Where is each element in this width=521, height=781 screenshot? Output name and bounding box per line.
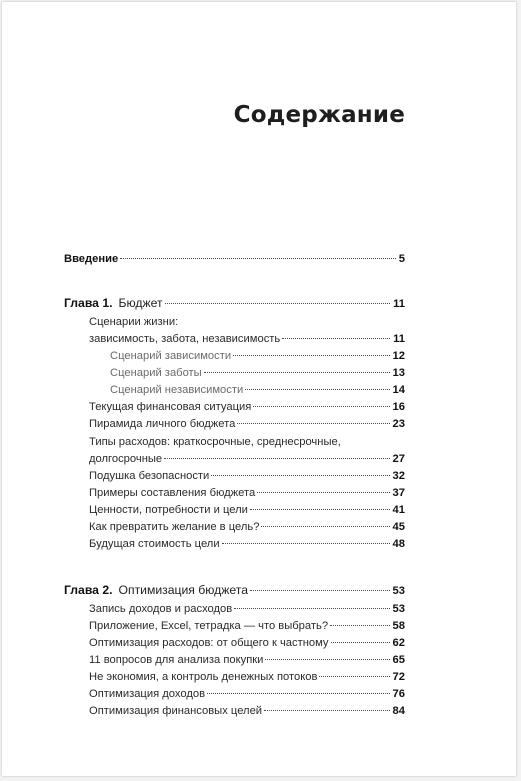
toc-entry[interactable] (89, 670, 405, 684)
leader-dots (165, 303, 391, 304)
toc-page-number: 76 (392, 688, 405, 700)
toc-entry-line1: Сценарии жизни: (89, 316, 179, 328)
page-title: Содержание (233, 102, 405, 128)
leader-dots (237, 423, 389, 424)
leader-dots (211, 475, 389, 476)
toc-page-number: 53 (392, 603, 405, 615)
toc-entry-label: Не экономия, а контроль денежных потоков (89, 671, 318, 683)
toc-entry[interactable] (89, 417, 405, 431)
toc-chapter-2[interactable] (64, 583, 405, 598)
toc-entry-label: Сценарий независимости (110, 384, 244, 396)
toc-entry-label: Сценарий зависимости (110, 350, 232, 362)
toc-entry-label: Пирамида личного бюджета (89, 418, 236, 430)
toc-entry-label: Будущая стоимость цели (89, 538, 220, 550)
toc-entry[interactable] (89, 687, 405, 701)
toc-entry[interactable] (89, 332, 405, 346)
leader-dots (120, 258, 396, 259)
leader-dots (250, 509, 390, 510)
leader-dots (164, 458, 389, 459)
leader-dots (222, 543, 390, 544)
toc-page-number: 14 (392, 384, 405, 396)
toc-entry[interactable] (89, 619, 405, 633)
toc-page-number: 16 (392, 401, 405, 413)
leader-dots (245, 389, 389, 390)
leader-dots (265, 659, 389, 660)
toc-entry[interactable] (89, 400, 405, 414)
toc-entry[interactable] (89, 537, 405, 551)
toc-entry-label: Подушка безопасности (89, 470, 210, 482)
toc-page-number: 62 (392, 637, 405, 649)
toc-entry[interactable] (89, 452, 405, 466)
toc-page-number: 84 (392, 705, 405, 717)
toc-page-number: 72 (392, 671, 405, 683)
toc-entry-label: Введение (64, 253, 119, 265)
toc-subentry[interactable] (110, 383, 405, 397)
toc-entry-label: Сценарий заботы (110, 367, 202, 379)
leader-dots (233, 355, 389, 356)
book-page (2, 2, 516, 776)
toc-entry[interactable] (89, 503, 405, 517)
chapter-title: Бюджет (118, 296, 163, 310)
leader-dots (250, 590, 390, 591)
toc-page-number: 11 (393, 333, 405, 345)
toc-entry[interactable] (89, 520, 405, 534)
leader-dots (204, 372, 390, 373)
leader-dots (257, 492, 389, 493)
toc-page-number: 37 (392, 487, 405, 499)
toc-entry[interactable] (89, 653, 405, 667)
toc-subentry[interactable] (110, 349, 405, 363)
toc-entry-label: 11 вопросов для анализа покупки (89, 654, 264, 666)
toc-entry-label: Ценности, потребности и цели (89, 504, 248, 516)
toc-entry-label: Оптимизация доходов (89, 688, 206, 700)
leader-dots (261, 526, 389, 527)
chapter-title: Оптимизация бюджета (118, 583, 248, 597)
toc-page-number: 12 (392, 350, 405, 362)
toc-entry-label: Оптимизация финансовых целей (89, 705, 263, 717)
toc-entry-label: Запись доходов и расходов (89, 603, 233, 615)
toc-page-number: 11 (393, 298, 405, 310)
toc-chapter-1[interactable] (64, 296, 405, 311)
toc-entry[interactable] (89, 469, 405, 483)
toc-page-number: 23 (392, 418, 405, 430)
toc-entry[interactable] (89, 704, 405, 718)
toc-page-number: 27 (392, 453, 405, 465)
toc-entry-label: Текущая финансовая ситуация (89, 401, 252, 413)
toc-entry-label: Приложение, Excel, тетрадка — что выбрать? (89, 620, 329, 632)
toc-subentry[interactable] (110, 366, 405, 380)
leader-dots (207, 693, 390, 694)
leader-dots (331, 642, 390, 643)
leader-dots (282, 338, 390, 339)
toc-entry-label: Оптимизация расходов: от общего к частному (89, 637, 329, 649)
toc-page-number: 53 (392, 585, 405, 597)
toc-entry-line1: Типы расходов: краткосрочные, среднесрочные, (89, 436, 341, 448)
toc-page-number: 41 (392, 504, 405, 516)
toc-entry-label: Примеры составления бюджета (89, 487, 256, 499)
toc-entry[interactable] (89, 636, 405, 650)
toc-entry-intro[interactable] (64, 252, 405, 266)
toc-entry-label: зависимость, забота, независимость (89, 333, 281, 345)
toc-entry-label: Как превратить желание в цель? (89, 521, 260, 533)
toc-page-number: 65 (392, 654, 405, 666)
toc-entry[interactable] (89, 602, 405, 616)
toc-entry-label: долгосрочные (89, 453, 163, 465)
chapter-number: Глава 2. (64, 583, 113, 597)
chapter-number: Глава 1. (64, 296, 113, 310)
toc-page-number: 45 (392, 521, 405, 533)
leader-dots (234, 608, 389, 609)
toc-entry[interactable] (89, 486, 405, 500)
leader-dots (330, 625, 390, 626)
leader-dots (253, 406, 389, 407)
toc-page-number: 32 (392, 470, 405, 482)
leader-dots (319, 676, 389, 677)
toc-page-number: 58 (392, 620, 405, 632)
leader-dots (264, 710, 390, 711)
toc-page-number: 48 (392, 538, 405, 550)
toc-page-number: 13 (392, 367, 405, 379)
toc-page-number: 5 (398, 253, 405, 265)
